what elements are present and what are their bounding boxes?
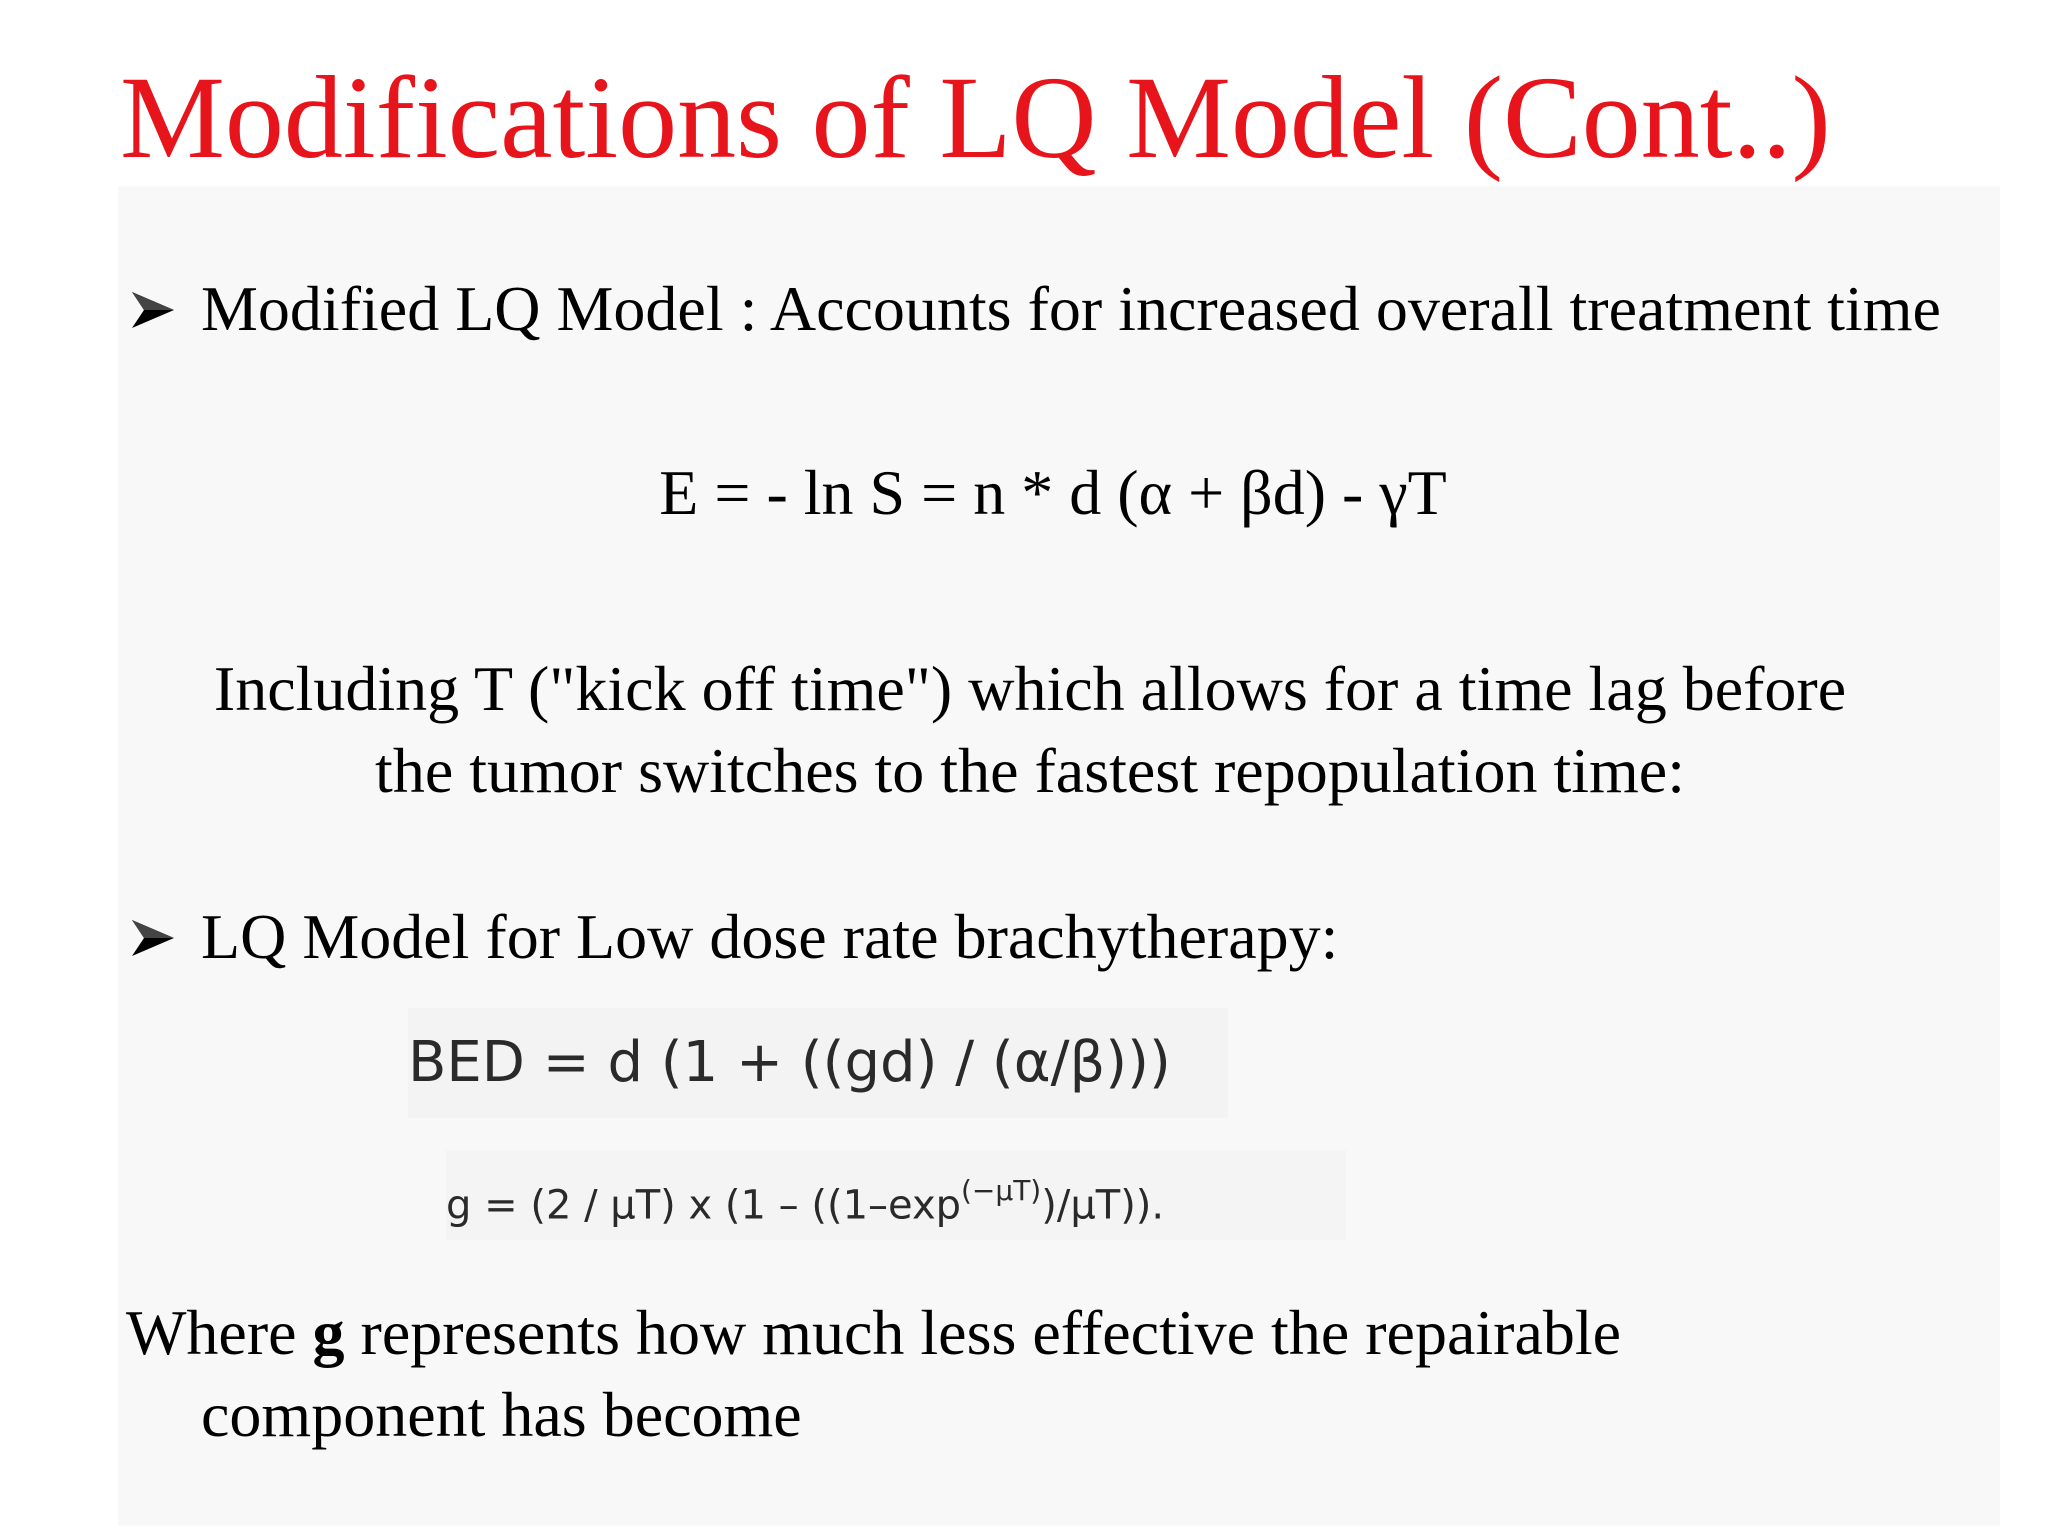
arrowhead-bullet-icon [126,896,186,978]
g-formula-tail: )/μT)). [1041,1182,1165,1229]
g-definition-prefix: Where [126,1297,313,1368]
slide-title: Modifications of LQ Model (Cont..) [120,52,1831,183]
g-factor-formula [446,1150,1346,1240]
bullet-text: LQ Model for Low dose rate brachytherapy: [201,901,1339,972]
arrowhead-bullet-icon [126,268,186,350]
g-definition-suffix: represents how much less effective the repairable [344,1297,1622,1368]
g-definition-line-2: component has become [201,1379,802,1450]
g-definition-paragraph [126,1292,1986,1456]
kickoff-time-paragraph [150,648,1910,812]
bed-formula: BED = d (1 + ((gd) / (α/β))) [408,1008,1228,1118]
bullet-ldr-brachytherapy [126,896,1986,978]
g-term: g [312,1297,345,1368]
bullet-modified-lq [126,268,1986,350]
g-formula-exponent: (−μT) [961,1174,1042,1207]
bullet-text: Modified LQ Model : Accounts for increased overall treatment time [201,273,1941,344]
equation-modified-lq: E = - ln S = n * d (α + βd) - γT [659,457,1447,528]
kickoff-line-2: the tumor switches to the fastest repopulation time: [375,735,1685,806]
kickoff-line-1: Including T ("kick off time") which allows for a time lag before [213,653,1847,724]
g-formula-main: g = (2 / μT) x (1 – ((1–exp [446,1182,961,1229]
